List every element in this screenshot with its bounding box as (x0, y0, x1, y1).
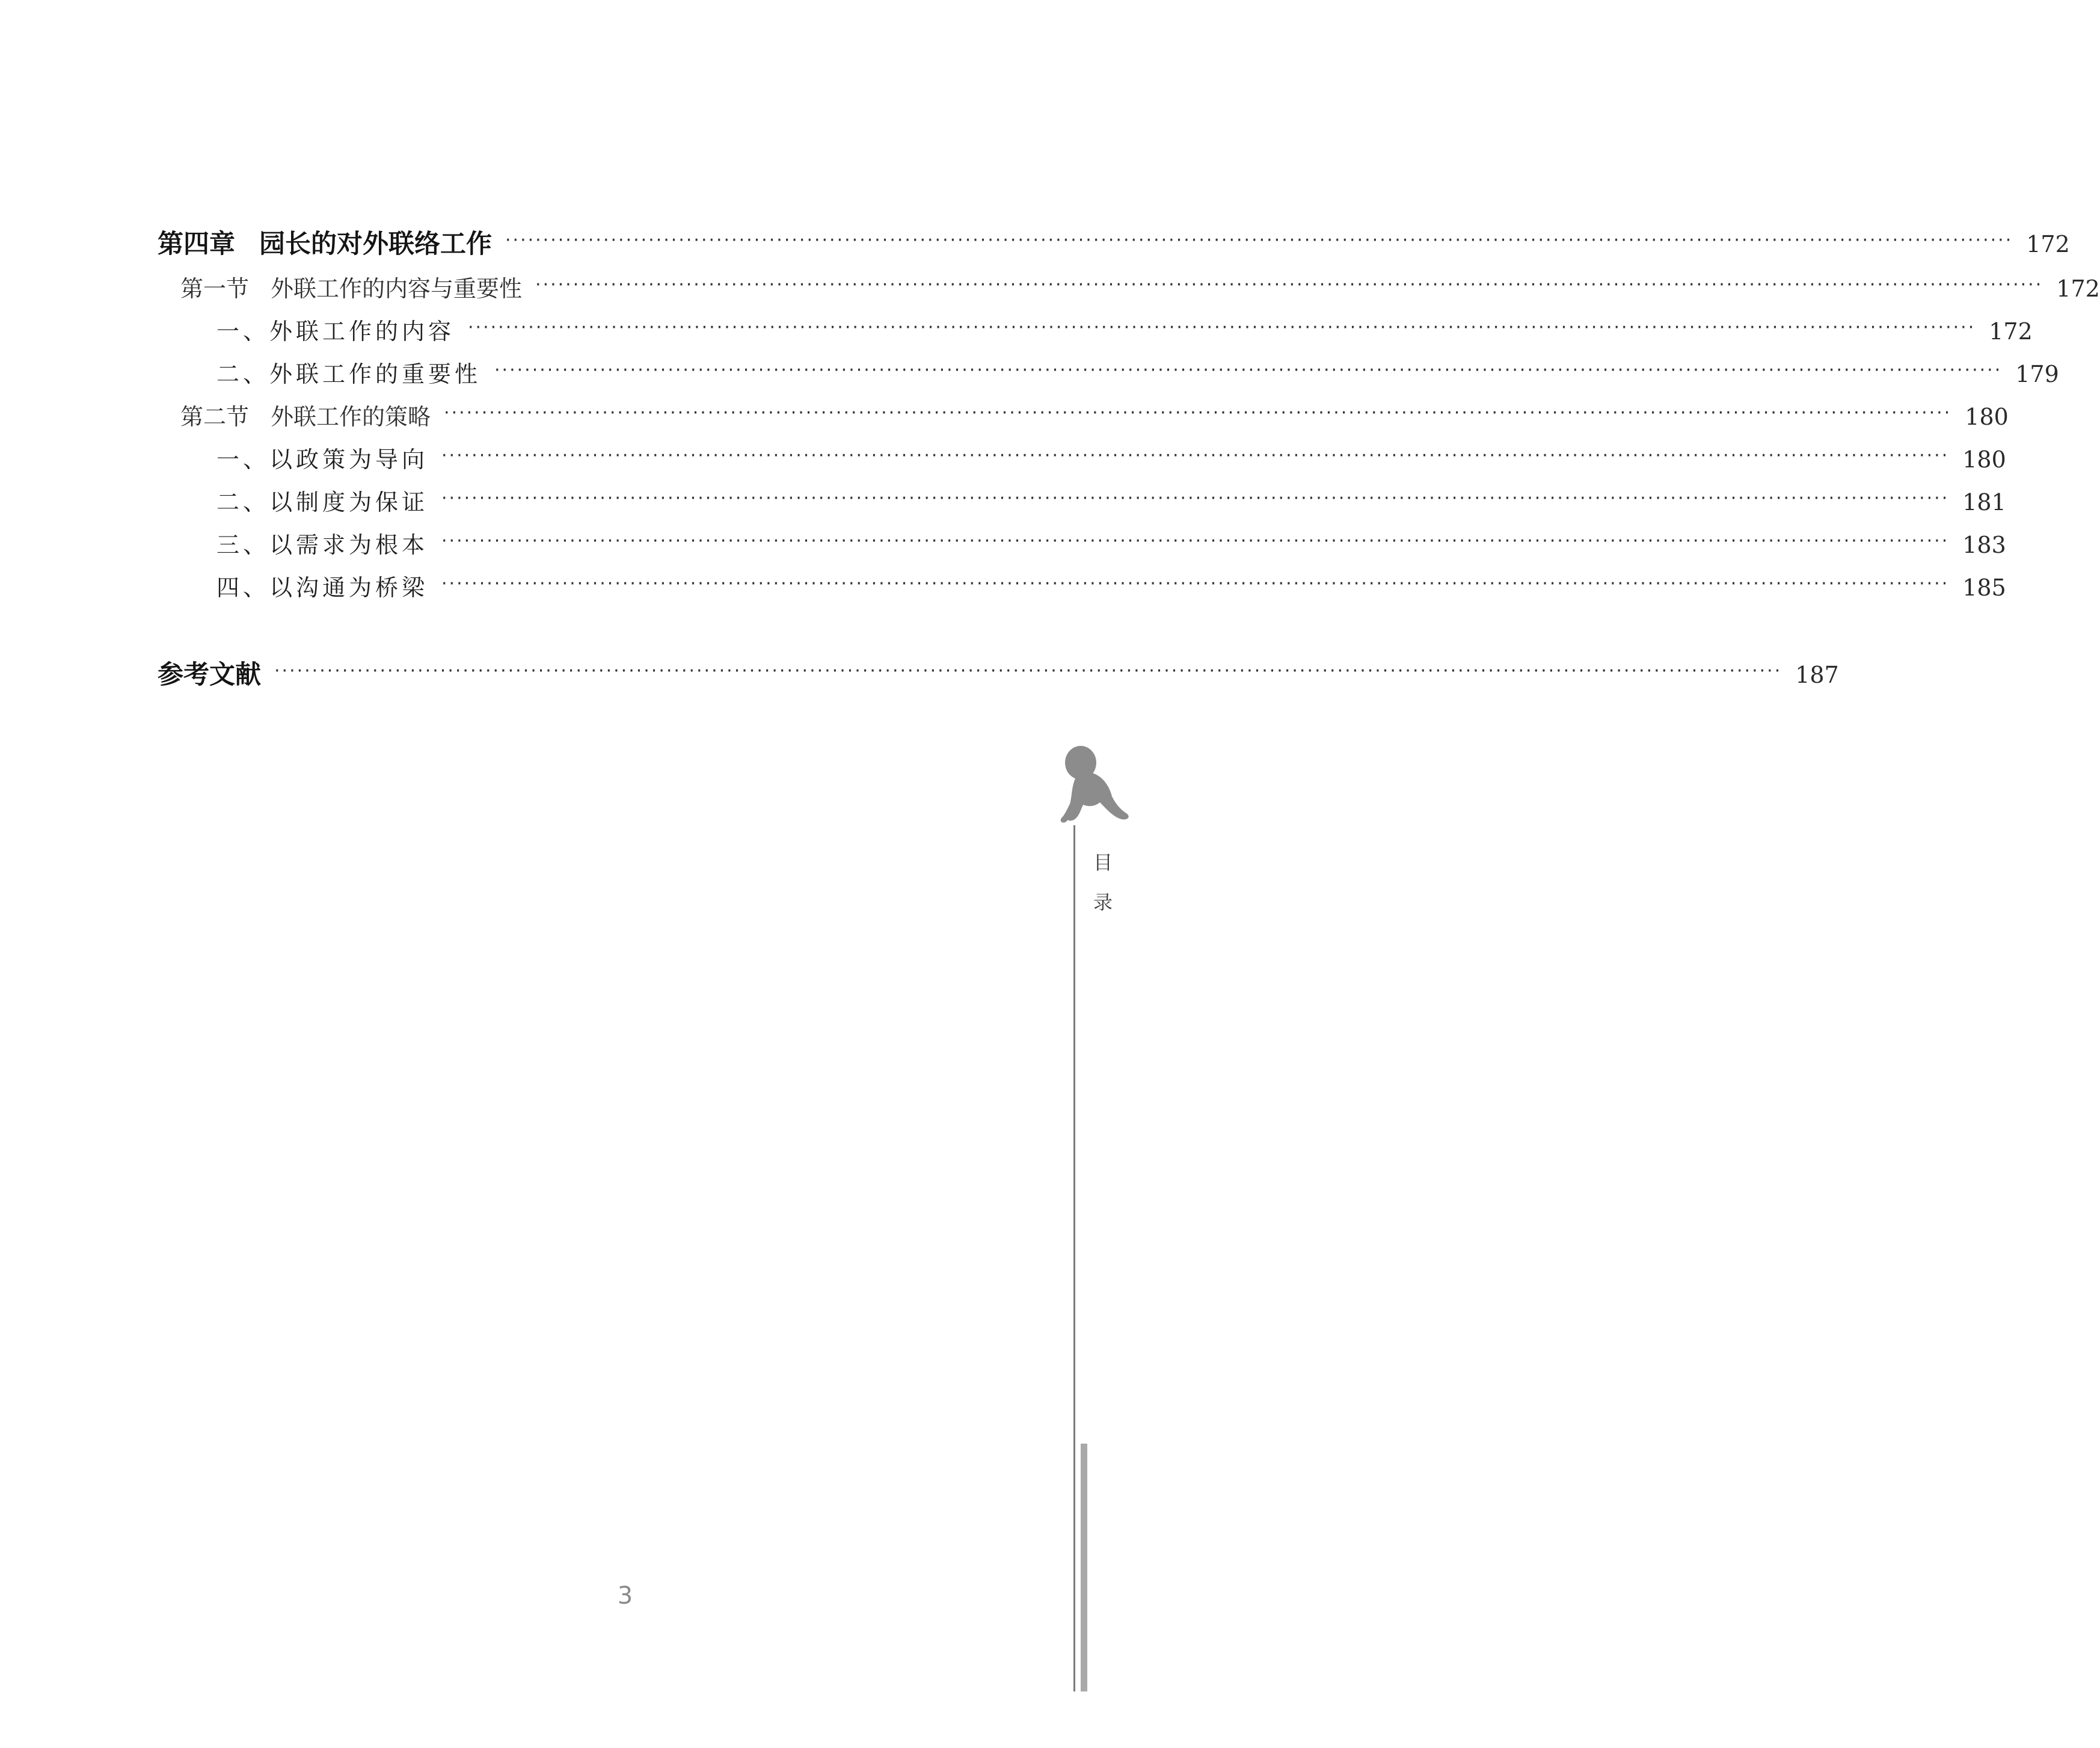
page-ref: 172 (2056, 275, 2100, 302)
dot-leader: ········································································································································································································ (441, 445, 1950, 466)
item-title: 四、以沟通为桥梁 (216, 574, 429, 601)
toc-item[interactable] (216, 357, 2059, 391)
item-title: 一、外联工作的内容 (216, 318, 455, 345)
chapter-number: 第四章 (158, 229, 235, 259)
toc-references[interactable] (158, 658, 1839, 692)
item-title: 一、以政策为导向 (216, 446, 429, 473)
page-ref: 183 (1962, 532, 2006, 558)
page-ref: 180 (1965, 404, 2009, 430)
toc-section-2[interactable] (180, 400, 2009, 434)
chapter-title: 园长的对外联络工作 (259, 229, 492, 259)
dot-leader: ········································································································································································································ (535, 274, 2043, 295)
page-number: 3 (617, 1582, 633, 1610)
page-ref: 185 (1962, 574, 2006, 601)
item-title: 三、以需求为根本 (216, 532, 429, 558)
toc-item[interactable] (216, 528, 2006, 562)
toc-item[interactable] (216, 485, 2006, 519)
item-title: 二、以制度为保证 (216, 489, 429, 515)
side-label-char: 目 (1093, 851, 1113, 874)
page-ref: 187 (1795, 662, 1839, 688)
toc-chapter-4[interactable] (158, 227, 2070, 261)
section-number: 第一节 (180, 275, 250, 302)
baby-silhouette-icon (1055, 740, 1134, 830)
page-ref: 181 (1962, 489, 2006, 515)
dot-leader: ········································································································································································································ (444, 402, 1952, 423)
section-title: 外联工作的策略 (271, 404, 431, 430)
section-heading (180, 405, 431, 428)
section-heading (180, 277, 522, 300)
dot-leader: ········································································································································································································ (441, 531, 1950, 552)
vertical-rule (1073, 825, 1075, 1691)
page-ref: 179 (2015, 361, 2059, 387)
dot-leader: ········································································································································································································ (441, 488, 1950, 509)
toc-section-1[interactable] (180, 272, 2100, 306)
item-title: 二、外联工作的重要性 (216, 361, 482, 387)
dot-leader: ········································································································································································································ (441, 573, 1950, 594)
references-title: 参考文献 (158, 659, 261, 690)
page-ref: 172 (1989, 318, 2033, 345)
toc-item[interactable] (216, 315, 2033, 348)
section-number: 第二节 (180, 404, 250, 430)
dot-leader: ········································································································································································································ (505, 230, 2013, 251)
chapter-heading (158, 229, 492, 259)
table-of-contents (0, 0, 2100, 722)
dot-leader: ········································································································································································································ (274, 660, 1782, 682)
toc-item[interactable] (216, 571, 2006, 605)
section-title: 外联工作的内容与重要性 (271, 275, 523, 302)
side-label-char: 录 (1093, 891, 1113, 914)
page-ref: 180 (1962, 446, 2006, 473)
side-decoration (1046, 740, 1143, 1570)
vertical-bar-accent (1081, 1444, 1087, 1691)
dot-leader: ········································································································································································································ (468, 317, 1976, 338)
dot-leader: ········································································································································································································ (494, 360, 2003, 381)
toc-item[interactable] (216, 443, 2006, 476)
page-ref: 172 (2026, 231, 2070, 257)
